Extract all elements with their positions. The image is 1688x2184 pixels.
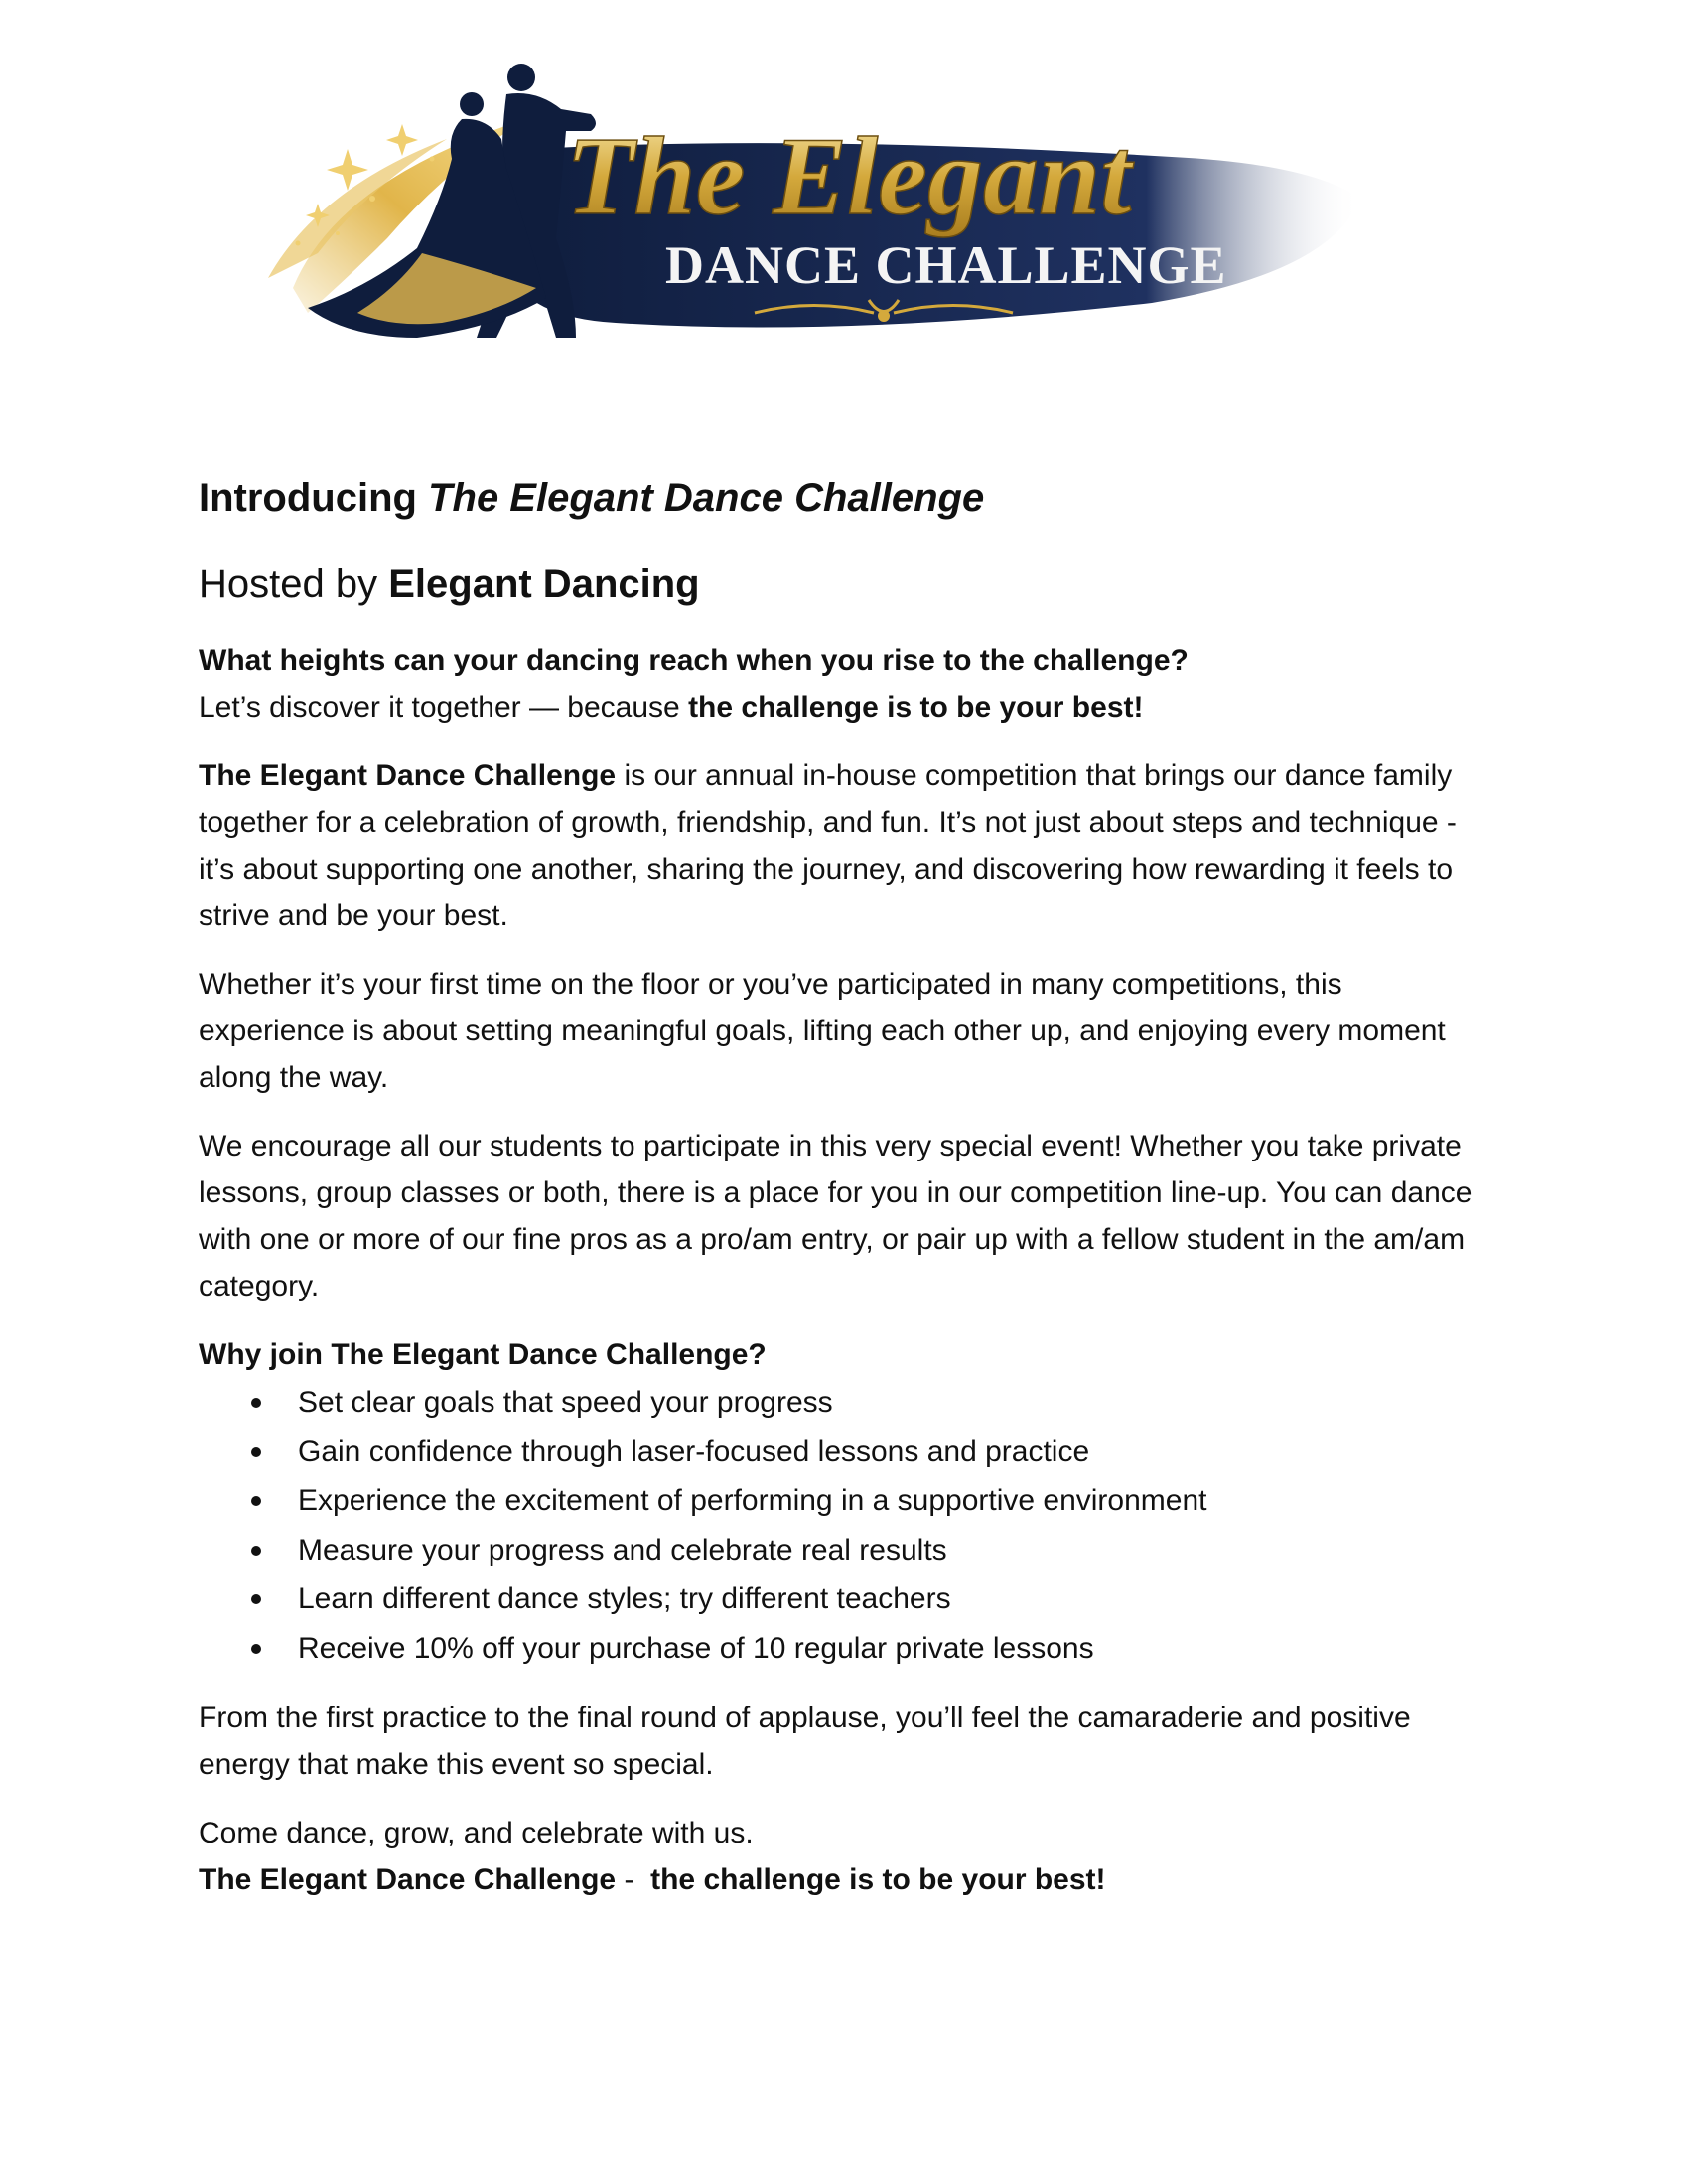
bullet-icon [251,1447,261,1457]
event-logo [199,40,1484,367]
list-item [199,1476,1489,1526]
why-join-heading: Why join The Elegant Dance Challenge? [199,1338,767,1371]
closing-event-name: The Elegant Dance Challenge [199,1863,617,1896]
closing-slogan: the challenge is to be your best! [650,1863,1106,1896]
list-item [199,1624,1489,1674]
closing-block [199,1810,1489,1903]
benefits-list [199,1378,1489,1673]
bullet-icon [251,1644,261,1654]
title-prefix: Introducing [199,477,429,520]
list-item-text: Gain confidence through laser-focused lessons and practice [298,1434,1090,1468]
bullet-icon [251,1398,261,1408]
encouragement-paragraph: We encourage all our students to participate in this very special event! Whether you take private lessons, group classes or both, there is a place for you in our competition line-up. You can dance with one or more of our fine pros as a pro/am entry, or pair up with a fellow student in the am/am category. [199,1130,1473,1302]
tagline-question: What heights can your dancing reach when you rise to the challenge? [199,644,1189,677]
intro-paragraph [199,752,1489,939]
bullet-icon [251,1594,261,1604]
intro-event-name: The Elegant Dance Challenge [199,759,617,792]
logo-word-dance-challenge: DANCE CHALLENGE [665,235,1227,295]
closing-invitation: Come dance, grow, and celebrate with us. [199,1817,754,1849]
list-item-text: Learn different dance styles; try different teachers [298,1582,951,1615]
experience-paragraph: Whether it’s your first time on the floor or you’ve participated in many competitions, this experience is about setting meaningful goals, lifting each other up, and enjoying every moment along the way. [199,968,1446,1094]
tagline [199,637,1489,731]
list-item-text: Receive 10% off your purchase of 10 regular private lessons [298,1631,1094,1665]
closing-separator: - [616,1863,651,1896]
hosted-prefix: Hosted by [199,562,389,606]
list-item [199,1526,1489,1575]
hosted-by-line [199,552,1489,615]
list-item [199,1428,1489,1477]
camaraderie-paragraph: From the first practice to the final round of applause, you’ll feel the camaraderie and positive energy that make this event so special. [199,1702,1411,1781]
bullet-icon [251,1546,261,1556]
title-event-name: The Elegant Dance Challenge [428,477,985,520]
list-item-text: Measure your progress and celebrate real results [298,1533,947,1567]
list-item-text: Experience the excitement of performing in a supportive environment [298,1484,1207,1517]
list-item [199,1574,1489,1624]
page-title [199,467,1489,530]
list-item [199,1378,1489,1428]
host-name: Elegant Dancing [388,562,700,606]
tagline-slogan: the challenge is to be your best! [688,691,1144,724]
list-item-text: Set clear goals that speed your progress [298,1386,833,1419]
bullet-icon [251,1496,261,1506]
intro-text: is our annual in-house competition that brings our dance family together for a celebration of growth, friendship, and fun. It’s not just about steps and technique - it’s about supporting one another, sharing the journey, and discovering how rewarding it feels to strive and be your best. [199,759,1457,932]
logo-word-the-elegant: The Elegant [566,115,1132,238]
main-content [199,467,1489,1925]
tagline-prefix: Let’s discover it together — because [199,691,689,724]
